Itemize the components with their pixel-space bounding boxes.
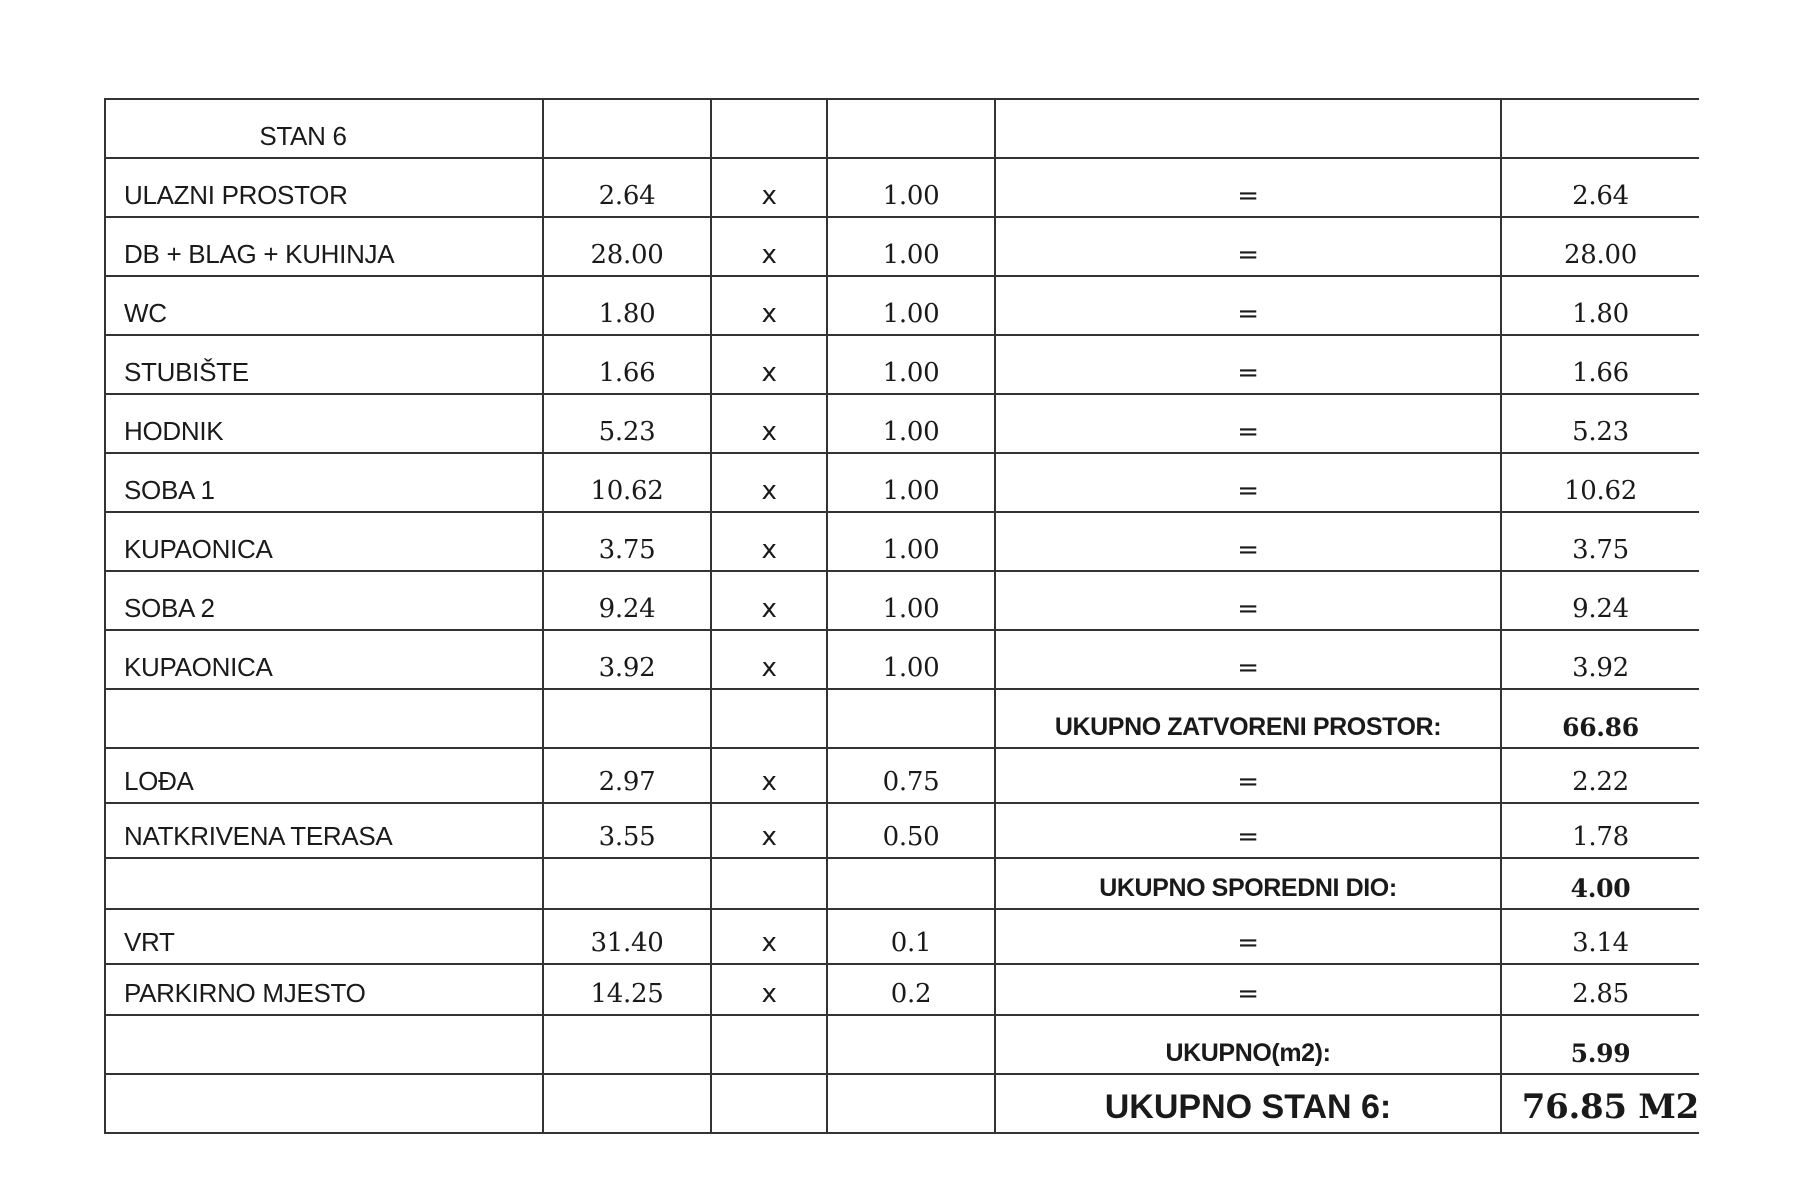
- room-name: LOĐA: [105, 748, 543, 803]
- room-name: ULAZNI PROSTOR: [105, 158, 543, 217]
- empty-cell: [827, 99, 995, 158]
- room-name: DB + BLAG + KUHINJA: [105, 217, 543, 276]
- subtotal-label: UKUPNO(m2):: [995, 1015, 1501, 1074]
- computed-area: 1.80: [1501, 276, 1699, 335]
- room-area: 2.64: [543, 158, 711, 217]
- multiply-sign: x: [711, 571, 827, 630]
- room-name: HODNIK: [105, 394, 543, 453]
- grand-total-row: [105, 1074, 1699, 1133]
- subtotal-row: [105, 858, 1699, 909]
- computed-area: 2.22: [1501, 748, 1699, 803]
- multiply-sign: x: [711, 630, 827, 689]
- area-calculation-table: [104, 98, 1699, 1134]
- subtotal-label: UKUPNO SPOREDNI DIO:: [995, 858, 1501, 909]
- area-coefficient: 0.1: [827, 909, 995, 964]
- room-area: 10.62: [543, 453, 711, 512]
- computed-area: 9.24: [1501, 571, 1699, 630]
- computed-area: 5.23: [1501, 394, 1699, 453]
- multiply-sign: x: [711, 394, 827, 453]
- equals-sign: =: [995, 335, 1501, 394]
- equals-sign: =: [995, 964, 1501, 1015]
- table-row: [105, 630, 1699, 689]
- subtotal-value: 4.00: [1501, 858, 1699, 909]
- computed-area: 3.75: [1501, 512, 1699, 571]
- empty-cell: [711, 689, 827, 748]
- apartment-title: STAN 6: [105, 99, 543, 158]
- area-coefficient: 1.00: [827, 217, 995, 276]
- equals-sign: =: [995, 512, 1501, 571]
- equals-sign: =: [995, 571, 1501, 630]
- area-coefficient: 1.00: [827, 158, 995, 217]
- table-row: [105, 394, 1699, 453]
- empty-cell: [543, 1015, 711, 1074]
- computed-area: 1.78: [1501, 803, 1699, 858]
- equals-sign: =: [995, 803, 1501, 858]
- table-body: [105, 99, 1699, 1133]
- empty-cell: [105, 1015, 543, 1074]
- room-area: 28.00: [543, 217, 711, 276]
- area-coefficient: 1.00: [827, 571, 995, 630]
- table-row: [105, 964, 1699, 1015]
- computed-area: 1.66: [1501, 335, 1699, 394]
- room-area: 1.66: [543, 335, 711, 394]
- computed-area: 10.62: [1501, 453, 1699, 512]
- computed-area: 28.00: [1501, 217, 1699, 276]
- empty-cell: [105, 858, 543, 909]
- room-name: KUPAONICA: [105, 512, 543, 571]
- grand-total-value: 76.85 M2: [1501, 1074, 1699, 1133]
- equals-sign: =: [995, 158, 1501, 217]
- area-coefficient: 1.00: [827, 394, 995, 453]
- multiply-sign: x: [711, 217, 827, 276]
- multiply-sign: x: [711, 748, 827, 803]
- table-row: [105, 909, 1699, 964]
- empty-cell: [711, 1074, 827, 1133]
- table-row: [105, 803, 1699, 858]
- empty-cell: [827, 1074, 995, 1133]
- table-row: [105, 748, 1699, 803]
- room-name: SOBA 1: [105, 453, 543, 512]
- table-row: [105, 512, 1699, 571]
- equals-sign: =: [995, 394, 1501, 453]
- grand-total-label: UKUPNO STAN 6:: [995, 1074, 1501, 1133]
- empty-cell: [1501, 99, 1699, 158]
- area-coefficient: 1.00: [827, 512, 995, 571]
- room-name: SOBA 2: [105, 571, 543, 630]
- area-coefficient: 0.50: [827, 803, 995, 858]
- table-row: [105, 276, 1699, 335]
- subtotal-row: [105, 1015, 1699, 1074]
- room-area: 14.25: [543, 964, 711, 1015]
- empty-cell: [995, 99, 1501, 158]
- area-coefficient: 1.00: [827, 630, 995, 689]
- empty-cell: [543, 858, 711, 909]
- subtotal-value: 5.99: [1501, 1015, 1699, 1074]
- empty-cell: [105, 1074, 543, 1133]
- room-name: VRT: [105, 909, 543, 964]
- table-row: [105, 453, 1699, 512]
- empty-cell: [711, 99, 827, 158]
- equals-sign: =: [995, 217, 1501, 276]
- multiply-sign: x: [711, 964, 827, 1015]
- table-row: [105, 217, 1699, 276]
- multiply-sign: x: [711, 803, 827, 858]
- room-name: WC: [105, 276, 543, 335]
- room-name: STUBIŠTE: [105, 335, 543, 394]
- room-area: 31.40: [543, 909, 711, 964]
- multiply-sign: x: [711, 512, 827, 571]
- computed-area: 3.92: [1501, 630, 1699, 689]
- area-coefficient: 1.00: [827, 335, 995, 394]
- multiply-sign: x: [711, 909, 827, 964]
- table-header-row: [105, 99, 1699, 158]
- computed-area: 3.14: [1501, 909, 1699, 964]
- table-row: [105, 158, 1699, 217]
- equals-sign: =: [995, 453, 1501, 512]
- area-coefficient: 1.00: [827, 276, 995, 335]
- room-name: NATKRIVENA TERASA: [105, 803, 543, 858]
- subtotal-label: UKUPNO ZATVORENI PROSTOR:: [995, 689, 1501, 748]
- equals-sign: =: [995, 748, 1501, 803]
- empty-cell: [543, 99, 711, 158]
- room-area: 3.55: [543, 803, 711, 858]
- room-area: 5.23: [543, 394, 711, 453]
- multiply-sign: x: [711, 158, 827, 217]
- multiply-sign: x: [711, 276, 827, 335]
- equals-sign: =: [995, 276, 1501, 335]
- area-coefficient: 0.2: [827, 964, 995, 1015]
- empty-cell: [711, 858, 827, 909]
- empty-cell: [105, 689, 543, 748]
- room-name: KUPAONICA: [105, 630, 543, 689]
- room-area: 3.92: [543, 630, 711, 689]
- table-row: [105, 571, 1699, 630]
- subtotal-value: 66.86: [1501, 689, 1699, 748]
- room-area: 9.24: [543, 571, 711, 630]
- table-row: [105, 335, 1699, 394]
- multiply-sign: x: [711, 453, 827, 512]
- area-coefficient: 0.75: [827, 748, 995, 803]
- computed-area: 2.64: [1501, 158, 1699, 217]
- room-name: PARKIRNO MJESTO: [105, 964, 543, 1015]
- empty-cell: [827, 689, 995, 748]
- multiply-sign: x: [711, 335, 827, 394]
- empty-cell: [543, 689, 711, 748]
- subtotal-row: [105, 689, 1699, 748]
- empty-cell: [827, 1015, 995, 1074]
- equals-sign: =: [995, 909, 1501, 964]
- room-area: 3.75: [543, 512, 711, 571]
- empty-cell: [711, 1015, 827, 1074]
- empty-cell: [543, 1074, 711, 1133]
- area-coefficient: 1.00: [827, 453, 995, 512]
- computed-area: 2.85: [1501, 964, 1699, 1015]
- equals-sign: =: [995, 630, 1501, 689]
- room-area: 2.97: [543, 748, 711, 803]
- empty-cell: [827, 858, 995, 909]
- room-area: 1.80: [543, 276, 711, 335]
